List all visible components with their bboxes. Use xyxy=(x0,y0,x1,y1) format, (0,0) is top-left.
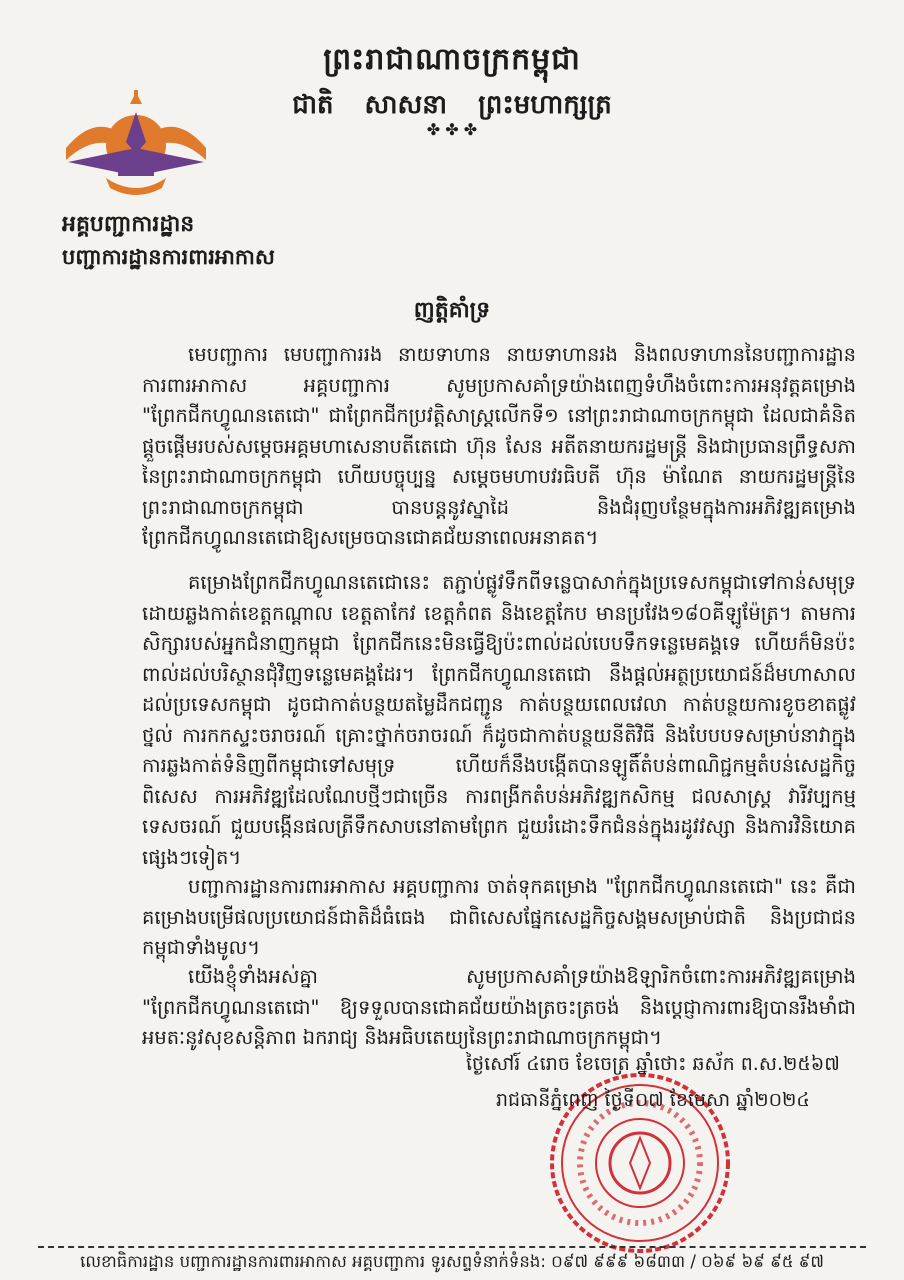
org-name-line2: បញ្ជាការដ្ឋានការពារអាកាស xyxy=(62,245,275,269)
national-motto: ជាតិ សាសនា ព្រះមហាក្សត្រ xyxy=(292,90,612,120)
paragraph-1: មេបញ្ជាការ មេបញ្ជាការរង នាយទាហាន នាយទាហានរង និងពលទាហាននៃបញ្ជាការដ្ឋានការពារអាកាស អគ្គបញ្ជាការ សូមប្រកាសគាំទ្រយ៉ាងពេញទំហឹងចំពោះការអនុវត្តគម្រោង "ព្រែកជីកហ្វូណនតេជោ" ជាព្រែកជីកប្រវត្តិសាស្ត្រលើកទី១ នៅព្រះរាជាណាចក្រកម្ពុជា ដែលជាគំនិតផ្តួចផ្តើមរបស់សម្តេចអគ្គមហាសេនាបតីតេជោ ហ៊ុន សែន អតីតនាយករដ្ឋមន្ត្រី និងជាប្រធានព្រឹទ្ធសភានៃព្រះរាជាណាចក្រកម្ពុជា ហើយបច្ចុប្បន្ន សម្តេចមហាបវរធិបតី ហ៊ុន ម៉ាណែត នាយករដ្ឋមន្ត្រីនៃព្រះរាជាណាចក្រកម្ពុជា បានបន្តនូវស្នាដៃ និងជំរុញបន្ថែមក្នុងការអភិវឌ្ឍគម្រោងព្រែកជីកហ្វូណនតេជោឱ្យសម្រេចបានជោគជ័យនាពេលអនាគត។ xyxy=(142,343,856,549)
paragraph-4: យើងខ្ញុំទាំងអស់គ្នា សូមប្រកាសគាំទ្រយ៉ាងឱឡារិកចំពោះការអភិវឌ្ឍគម្រោង "ព្រែកជីកហ្វូណនតេជោ" ឱ្យទទួលបានជោគជ័យយ៉ាងត្រចះត្រចង់ និងប្តេជ្ញាការពារឱ្យបានរឹងមាំជាអមតៈនូវសុខសន្តិភាព ឯករាជ្យ និងអធិបតេយ្យនៃព្រះរាជាណាចក្រកម្ពុជា។ xyxy=(142,965,856,1049)
kingdom-title: ព្រះរាជាណាចក្រកម្ពុជា xyxy=(323,42,581,77)
lunar-date: ថ្ងៃសៅរ៍ ៤រោច ខែចេត្រ ឆ្នាំថោះ ឆស័ក ព.ស.២៥៦៧ xyxy=(466,1053,840,1075)
document-title: ញត្តិគាំទ្រ xyxy=(413,298,491,323)
paragraph-2: គម្រោងព្រែកជីកហ្វូណនតេជោនេះ តភ្ជាប់ផ្លូវទឹកពីទន្លេបាសាក់ក្នុងប្រទេសកម្ពុជាទៅកាន់សមុទ្រ ដោយឆ្លងកាត់ខេត្តកណ្តាល ខេត្តតាកែវ ខេត្តកំពត និងខេត្តកែប មានប្រវែង១៨០គីឡូម៉ែត្រ។ តាមការសិក្សារបស់អ្នកជំនាញកម្ពុជា ព្រែកជីកនេះមិនធ្វើឱ្យប៉ះពាល់ដល់បេបទឹកទន្លេមេគង្គទេ ហើយក៏មិនប៉ះពាល់ដល់បរិស្ថានជុំវិញទន្លេមេគង្គដែរ។ ព្រែកជីកហ្វូណនតេជោ នឹងផ្តល់អត្ថប្រយោជន៍ដ៏មហាសាលដល់ប្រទេសកម្ពុជា ដូចជាកាត់បន្ថយតម្លៃដឹកជញ្ជូន កាត់បន្ថយពេលវេលា កាត់បន្ថយការខូចខាតផ្លូវថ្នល់ ការកកស្ទះចរាចរណ៍ គ្រោះថ្នាក់ចរាចរណ៍ ក៏ដូចជាកាត់បន្ថយនីតិវិធី និងបែបបទសម្រាប់នាវាក្នុងការឆ្លងកាត់ទំនិញពីកម្ពុជាទៅសមុទ្រ ហើយក៏នឹងបង្កើតបានឡូតិ៍តំបន់ពាណិជ្ជកម្មតំបន់សេដ្ឋកិច្ចពិសេស ការអភិវឌ្ឍដែលណែបថ្មីៗជាច្រើន ការពង្រីកតំបន់អភិវឌ្ឍកសិកម្ម ជលសាស្ត្រ វារីវប្បកម្ម ទេសចរណ៍ ជួយបង្កើនផលត្រីទឹកសាបនៅតាមព្រែក ជួយរំដោះទឹកជំនន់ក្នុងរដូវវស្សា និងការវិនិយោគផ្សេងៗទៀត។ xyxy=(142,571,856,869)
footer-contact: លេខាធិការដ្ឋាន បញ្ជាការដ្ឋានការពារអាកាស អគ្គបញ្ជាការ ទូរសព្ទទំនាក់ទំនង: ០៩៧ ៩៩៩ ៦៨៣៣ / ០៦៩ ៦៩ ៩៥ ៩៧ xyxy=(80,1252,824,1271)
solar-date: រាជធានីភ្នំពេញ ថ្ងៃទី០៧ ខែមេសា ឆ្នាំ២០២៤ xyxy=(496,1089,810,1111)
paragraph-3: បញ្ជាការដ្ឋានការពារអាកាស អគ្គបញ្ជាការ ចាត់ទុកគម្រោង "ព្រែកជីកហ្វូណនតេជោ" នេះ គឺជាគម្រោងបម្រើផលប្រយោជន៍ជាតិដ៏ធំធេង ជាពិសេសផ្នែកសេដ្ឋកិច្ចសង្គមសម្រាប់ជាតិ និងប្រជាជនកម្ពុជាទាំងមូល។ xyxy=(142,875,856,959)
org-name-line1: អគ្គបញ្ជាការដ្ឋាន xyxy=(62,212,195,237)
ornament-divider: ✤ ✤ ✤ xyxy=(426,120,478,139)
air-defense-emblem-icon xyxy=(58,90,214,200)
footer-divider xyxy=(38,1246,866,1248)
